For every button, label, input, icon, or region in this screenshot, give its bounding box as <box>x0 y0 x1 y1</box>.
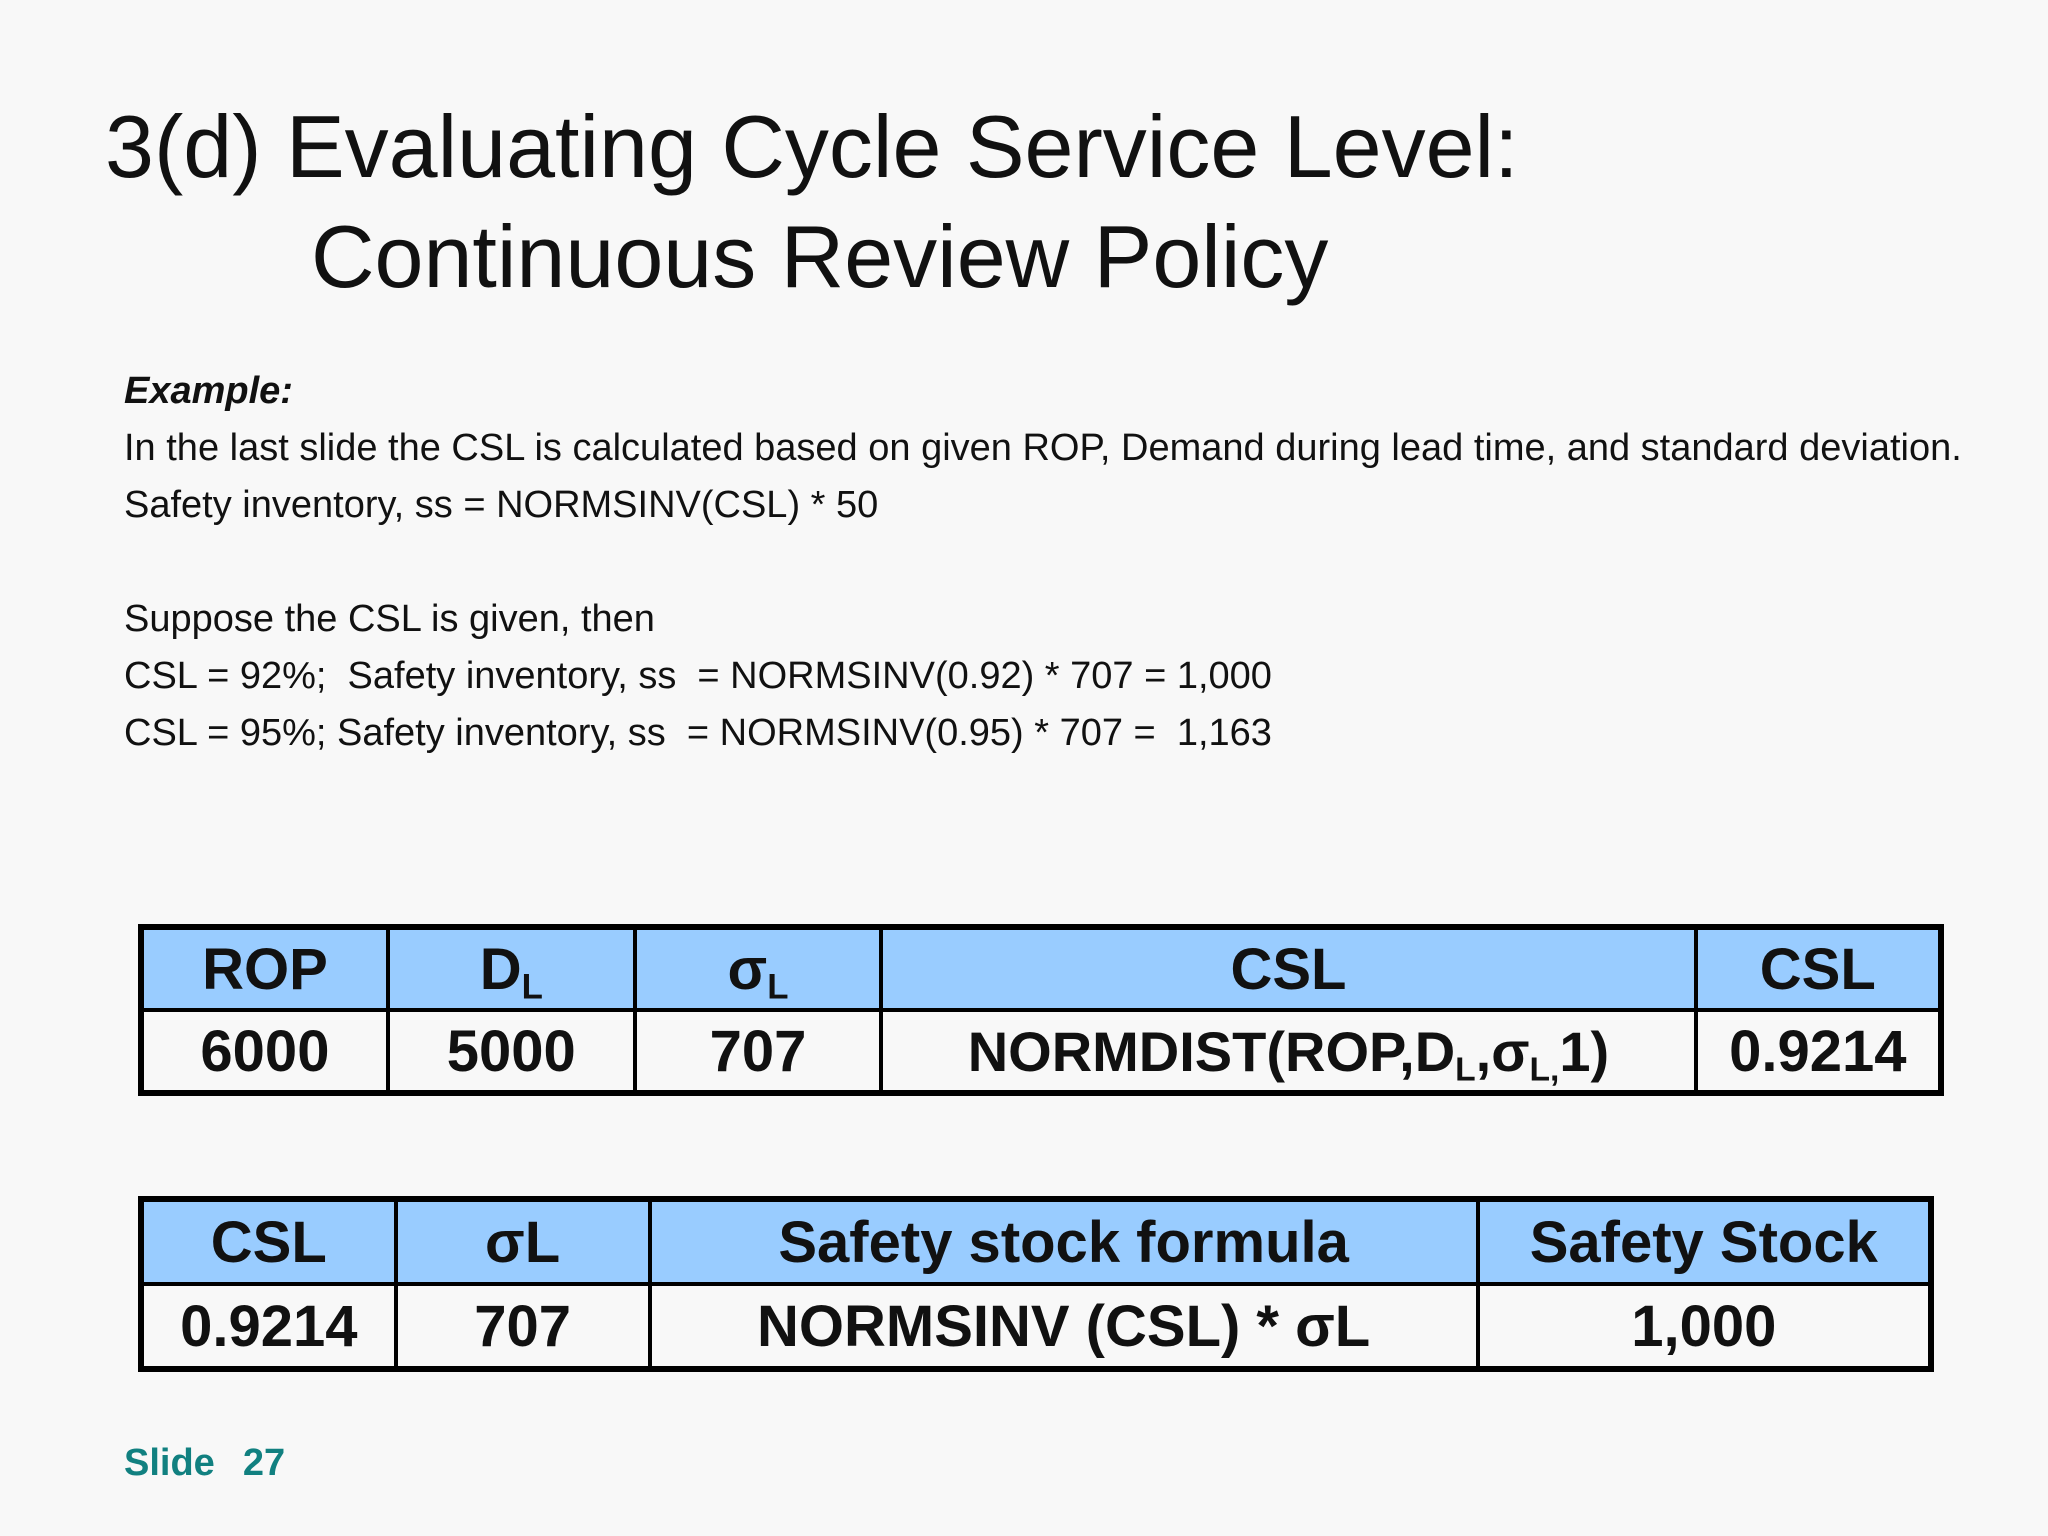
header-sigma <box>635 927 882 1010</box>
header-dl <box>388 927 635 1010</box>
body-paragraph-5: CSL = 95%; Safety inventory, ss = NORMSINV(0.95) * 707 = 1,163 <box>124 712 1272 754</box>
cell-rop: 6000 <box>141 1010 388 1093</box>
safety-stock-table <box>138 1196 1934 1372</box>
slide-label: Slide <box>124 1442 215 1484</box>
slide-title-line1: 3(d) Evaluating Cycle Service Level: <box>105 97 1519 196</box>
header-sigma-l: σL <box>396 1199 650 1284</box>
slide-title-line2: Continuous Review Policy <box>311 207 1329 306</box>
header-csl: CSL <box>141 1199 396 1284</box>
table-row <box>141 1010 1941 1093</box>
formula-part2: ,σ <box>1475 1019 1530 1083</box>
header-dl-sub: L <box>521 967 543 1007</box>
slide-footer <box>124 1442 285 1485</box>
body-paragraph-3: Suppose the CSL is given, then <box>124 598 655 640</box>
cell-sigma: 707 <box>635 1010 882 1093</box>
cell-safety-stock: 1,000 <box>1478 1284 1931 1369</box>
header-sigma-main: σ <box>727 936 768 1002</box>
header-safety-stock: Safety Stock <box>1478 1199 1931 1284</box>
body-paragraph-4: CSL = 92%; Safety inventory, ss = NORMSINV(0.92) * 707 = 1,000 <box>124 655 1272 697</box>
formula-sub1: L <box>1455 1050 1476 1088</box>
table-header-row <box>141 927 1941 1010</box>
formula-part3: 1) <box>1559 1019 1610 1083</box>
cell-csl: 0.9214 <box>1696 1010 1941 1093</box>
body-paragraph-2: Safety inventory, ss = NORMSINV(CSL) * 50 <box>124 484 879 526</box>
spacer <box>124 538 1964 595</box>
cell-sigma-l: 707 <box>396 1284 650 1369</box>
cell-csl: 0.9214 <box>141 1284 396 1369</box>
table-header-row <box>141 1199 1931 1284</box>
formula-part1: NORMDIST(ROP,D <box>967 1019 1456 1083</box>
cell-formula <box>881 1010 1695 1093</box>
header-csl-formula: CSL <box>881 927 1695 1010</box>
csl-calculation-table <box>138 924 1944 1096</box>
header-dl-main: D <box>479 936 522 1002</box>
cell-safety-stock-formula: NORMSINV (CSL) * σL <box>650 1284 1478 1369</box>
formula-sub2: L, <box>1529 1050 1560 1088</box>
slide-title <box>105 92 1519 312</box>
slide-number: 27 <box>242 1442 286 1484</box>
body-paragraph-1: In the last slide the CSL is calculated based on given ROP, Demand during lead time, and standard deviation. <box>124 427 1962 469</box>
header-rop: ROP <box>141 927 388 1010</box>
header-sigma-sub: L <box>767 967 789 1007</box>
header-csl-value: CSL <box>1696 927 1941 1010</box>
example-label: Example: <box>124 370 293 412</box>
table-row <box>141 1284 1931 1369</box>
cell-dl: 5000 <box>388 1010 635 1093</box>
header-safety-stock-formula: Safety stock formula <box>650 1199 1478 1284</box>
slide-body <box>124 367 1964 766</box>
